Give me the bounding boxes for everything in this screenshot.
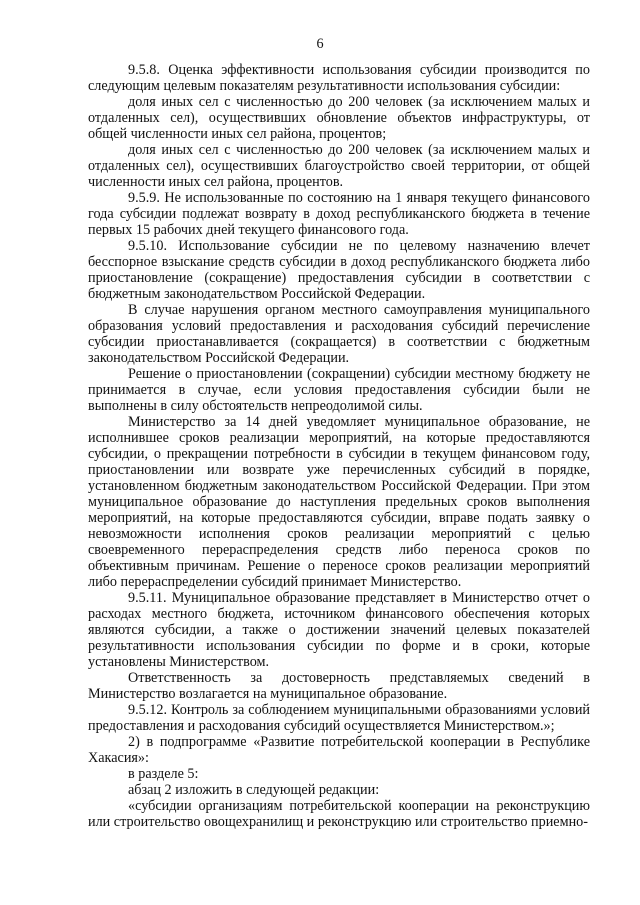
paragraph-subprogram: 2) в подпрограмме «Развитие потребительской кооперации в Республике Хакасия»: [88,734,590,766]
paragraph-9-5-8: 9.5.8. Оценка эффективности использования субсидии производится по следующим целевым показателям результативности использования субсидии: [88,62,590,94]
paragraph-section-5: в разделе 5: [128,766,199,782]
paragraph-clause-2: абзац 2 изложить в следующей редакции: [128,782,380,798]
paragraph-indicator-improvement: доля иных сел с численностью до 200 человек (за исключением малых и отдаленных сел), осуществивших благоустройство своей территории, от общей численности иных сел района, процентов. [88,142,590,190]
paragraph-9-5-10: 9.5.10. Использование субсидии не по целевому назначению влечет бесспорное взыскание средств субсидии в доход республиканского бюджета либо приостановление (сокращение) предоставления субсидии в соответствии с бюджетным законодательством Российской Федерации. [88,238,590,302]
paragraph-new-wording: «субсидии организациям потребительской кооперации на реконструкцию или строительство овощехранилищ и реконструкцию или строительство приемно- [88,798,590,830]
paragraph-9-5-9: 9.5.9. Не использованные по состоянию на 1 января текущего финансового года субсидии подлежат возврату в доход республиканского бюджета в течение первых 15 рабочих дней текущего финансового года. [88,190,590,238]
paragraph-responsibility: Ответственность за достоверность представляемых сведений в Министерство возлагается на муниципальное образование. [88,670,590,702]
document-body [88,62,590,830]
paragraph-violation: В случае нарушения органом местного самоуправления муниципального образования условий предоставления и расходования субсидий перечисление субсидии приостанавливается (сокращается) в соответствии с бюджетным законодательством Российской Федерации. [88,302,590,366]
paragraph-indicator-infrastructure: доля иных сел с численностью до 200 человек (за исключением малых и отдаленных сел), осуществивших обновление объектов инфраструктуры, от общей численности иных сел района, процентов; [88,94,590,142]
paragraph-ministry-notice: Министерство за 14 дней уведомляет муниципальное образование, не исполнившее сроков реализации мероприятий, на которые предоставляются субсидии, о прекращении потребности в субсидии в текущем финансовом году, приостановлении или возврате уже перечисленных субсидий в порядке, установленном бюджетным законодательством Российской Федерации. При этом муниципальное образование до наступления предельных сроков выполнения мероприятий, на которые предоставляются субсидии, вправе подать заявку о невозможности исполнения сроков реализации мероприятий с целью своевременного перераспределения средств либо переноса сроков по объективным причинам. Решение о переносе сроков реализации мероприятий либо перераспределении субсидий принимает Министерство. [88,414,590,590]
page-number: 6 [316,36,324,52]
paragraph-9-5-11: 9.5.11. Муниципальное образование представляет в Министерство отчет о расходах местного бюджета, источником финансового обеспечения которых являются субсидии, а также о достижении значений целевых показателей результативности использования субсидии по форме и в сроки, которые установлены Министерством. [88,590,590,670]
paragraph-9-5-12: 9.5.12. Контроль за соблюдением муниципальными образованиями условий предоставления и расходования субсидий осуществляется Министерством.»; [88,702,590,734]
paragraph-force-majeure: Решение о приостановлении (сокращении) субсидии местному бюджету не принимается в случае, если условия предоставления субсидии были не выполнены в силу обстоятельств непреодолимой силы. [88,366,590,414]
